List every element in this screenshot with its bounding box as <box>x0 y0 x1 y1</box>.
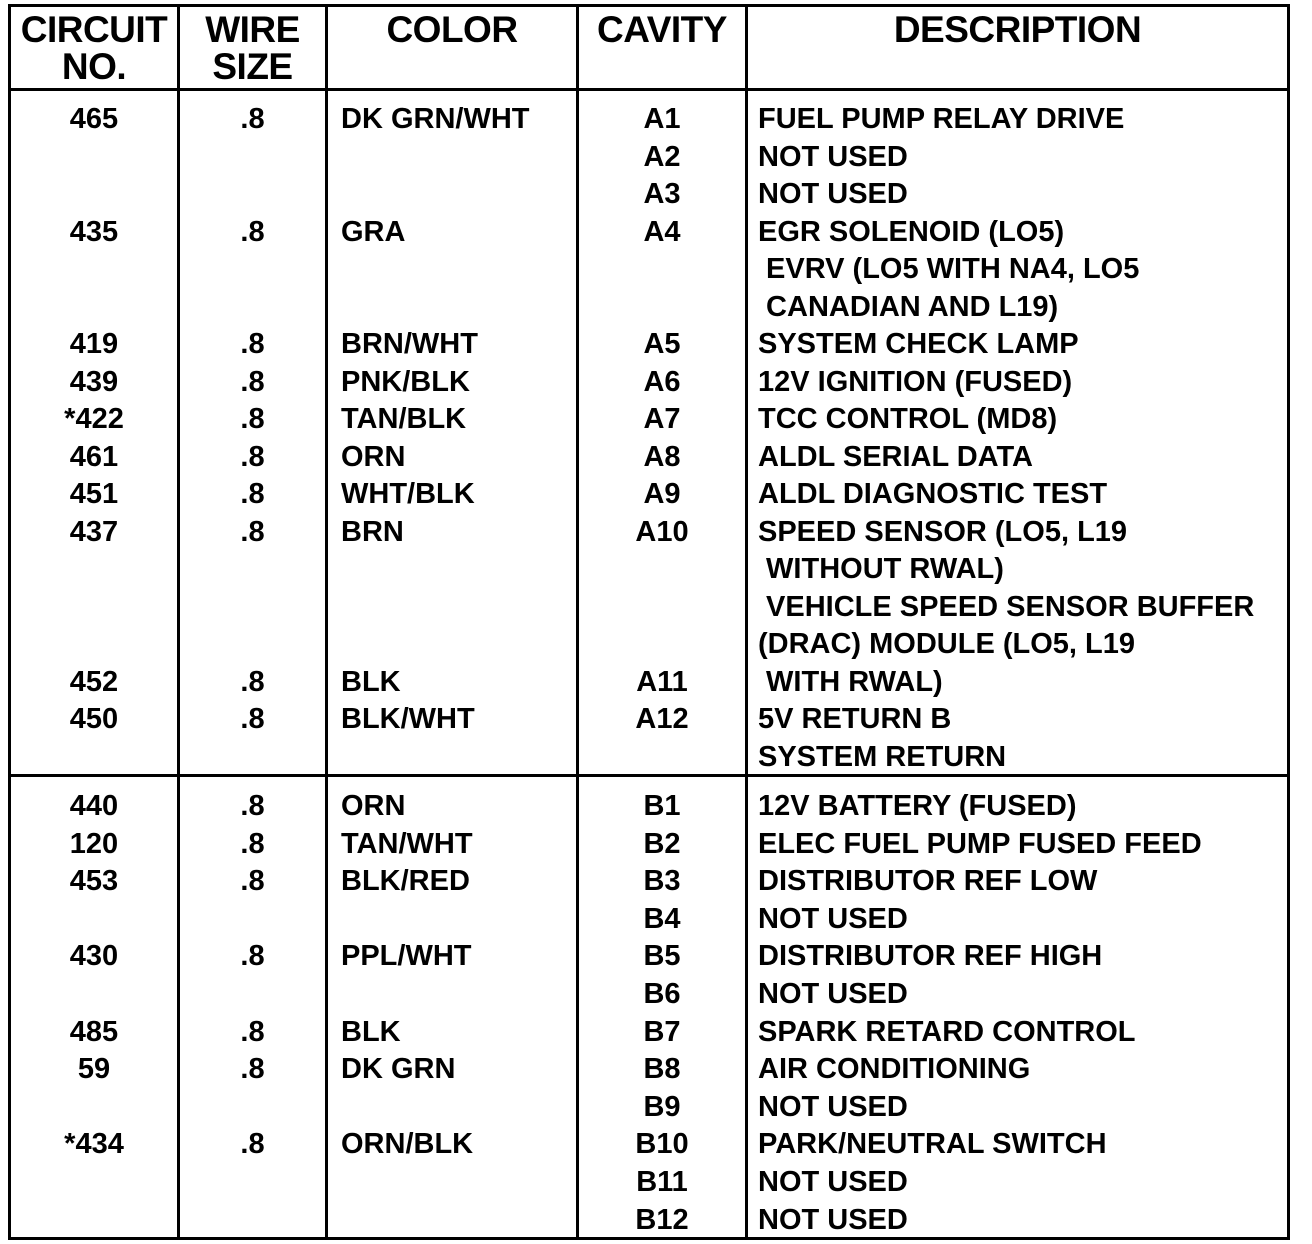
cell-description: NOT USED <box>758 1166 908 1198</box>
header-color <box>328 11 576 48</box>
column-divider <box>325 4 328 1240</box>
column-divider <box>745 4 748 1240</box>
header-cavity <box>579 11 745 48</box>
cell-color: BLK <box>341 1015 401 1048</box>
cell-description: AIR CONDITIONING <box>758 1053 1031 1086</box>
header-wire-size <box>180 11 325 85</box>
cell-cavity: A6 <box>643 365 681 398</box>
table-right-border <box>1287 4 1290 1240</box>
header-wire-line2: SIZE <box>212 46 293 87</box>
cell-color: ORN <box>341 790 406 822</box>
cell-description: SYSTEM CHECK LAMP <box>758 328 1079 360</box>
cell-circuit: 59 <box>77 1053 111 1086</box>
cell-color: DK GRN <box>341 1053 456 1086</box>
header-description <box>748 11 1287 48</box>
header-description-text: DESCRIPTION <box>893 9 1142 50</box>
cell-wire-size: .8 <box>240 790 265 822</box>
cell-cavity: A10 <box>635 515 689 548</box>
cell-description: FUEL PUMP RELAY DRIVE <box>758 103 1125 135</box>
cell-color: DK GRN/WHT <box>341 103 530 135</box>
cell-description: CANADIAN AND L19) <box>758 290 1059 323</box>
cell-circuit: 430 <box>69 940 119 973</box>
cell-description: NOT USED <box>758 978 908 1010</box>
cell-cavity: A1 <box>643 103 681 135</box>
cell-circuit: 485 <box>69 1015 119 1048</box>
cell-description: ELEC FUEL PUMP FUSED FEED <box>758 827 1202 860</box>
cell-color: BRN/WHT <box>341 328 478 360</box>
cell-wire-size: .8 <box>240 215 265 248</box>
section-divider <box>8 774 1290 777</box>
cell-color: GRA <box>341 215 406 248</box>
cell-circuit: *434 <box>64 1128 124 1161</box>
cell-color: BLK/RED <box>341 865 470 898</box>
cell-wire-size: .8 <box>240 403 265 435</box>
header-circuit-line2: NO. <box>61 46 127 87</box>
cell-circuit: 120 <box>69 827 119 860</box>
cell-circuit: 437 <box>69 515 119 548</box>
cell-color: PPL/WHT <box>341 940 472 973</box>
cell-wire-size: .8 <box>240 365 265 398</box>
cell-color: ORN <box>341 440 406 473</box>
header-wire-line1: WIRE <box>205 9 300 50</box>
header-circuit-no <box>11 11 177 85</box>
cell-description: NOT USED <box>758 140 908 173</box>
cell-wire-size: .8 <box>240 865 265 898</box>
cell-cavity: B1 <box>643 790 681 822</box>
cell-description: 5V RETURN B <box>758 703 952 735</box>
cell-description: EVRV (LO5 WITH NA4, LO5 <box>758 253 1140 285</box>
cell-circuit: 450 <box>69 703 119 735</box>
cell-circuit: 435 <box>69 215 119 248</box>
cell-cavity: B10 <box>635 1128 689 1161</box>
cell-color: BLK <box>341 665 401 698</box>
cell-cavity: B6 <box>643 978 681 1010</box>
cell-description: SPEED SENSOR (LO5, L19 <box>758 515 1128 548</box>
cell-color: BLK/WHT <box>341 703 475 735</box>
cell-description: ALDL DIAGNOSTIC TEST <box>758 478 1108 510</box>
cell-description: TCC CONTROL (MD8) <box>758 403 1058 435</box>
cell-cavity: A3 <box>643 178 681 210</box>
cell-wire-size: .8 <box>240 440 265 473</box>
cell-cavity: A11 <box>636 665 688 698</box>
cell-wire-size: .8 <box>240 1015 265 1048</box>
cell-color: ORN/BLK <box>341 1128 474 1161</box>
header-cavity-text: CAVITY <box>597 9 727 50</box>
cell-wire-size: .8 <box>240 515 265 548</box>
cell-description: WITHOUT RWAL) <box>758 553 1004 585</box>
header-color-text: COLOR <box>386 9 518 50</box>
cell-circuit: *422 <box>64 403 124 435</box>
cell-description: VEHICLE SPEED SENSOR BUFFER <box>758 590 1255 623</box>
cell-wire-size: .8 <box>240 940 265 973</box>
cell-cavity: B12 <box>635 1203 689 1236</box>
cell-description: PARK/NEUTRAL SWITCH <box>758 1128 1107 1161</box>
cell-cavity: A7 <box>643 403 681 435</box>
cell-wire-size: .8 <box>240 478 265 510</box>
table-top-border <box>8 4 1290 7</box>
cell-wire-size: .8 <box>240 1128 265 1161</box>
cell-circuit: 439 <box>69 365 119 398</box>
cell-cavity: B4 <box>643 902 681 935</box>
cell-description: 12V IGNITION (FUSED) <box>758 365 1073 398</box>
cell-cavity: A12 <box>635 703 689 735</box>
cell-circuit: 440 <box>69 790 119 822</box>
cell-color: WHT/BLK <box>341 478 475 510</box>
cell-description: NOT USED <box>758 178 908 210</box>
cell-cavity: B9 <box>643 1090 681 1123</box>
cell-description: SYSTEM RETURN <box>758 740 1007 773</box>
cell-circuit: 451 <box>69 478 119 510</box>
cell-cavity: A8 <box>643 440 681 473</box>
cell-circuit: 452 <box>69 665 119 698</box>
cell-circuit: 465 <box>69 103 119 135</box>
cell-wire-size: .8 <box>240 665 265 698</box>
cell-color: TAN/BLK <box>341 403 467 435</box>
cell-cavity: B11 <box>636 1166 688 1198</box>
cell-wire-size: .8 <box>240 703 265 735</box>
cell-description: WITH RWAL) <box>758 665 943 698</box>
cell-cavity: A9 <box>643 478 681 510</box>
cell-description: NOT USED <box>758 1090 908 1123</box>
cell-cavity: B5 <box>643 940 681 973</box>
cell-circuit: 419 <box>69 328 119 360</box>
cell-cavity: B2 <box>643 827 681 860</box>
cell-color: PNK/BLK <box>341 365 470 398</box>
cell-description: EGR SOLENOID (LO5) <box>758 215 1065 248</box>
cell-description: NOT USED <box>758 902 908 935</box>
cell-description: SPARK RETARD CONTROL <box>758 1015 1136 1048</box>
cell-color: TAN/WHT <box>341 827 473 860</box>
cell-cavity: B3 <box>643 865 681 898</box>
header-circuit-line1: CIRCUIT <box>20 9 168 50</box>
cell-wire-size: .8 <box>240 328 265 360</box>
header-divider <box>8 88 1290 91</box>
cell-cavity: A2 <box>643 140 681 173</box>
cell-wire-size: .8 <box>240 1053 265 1086</box>
cell-color: BRN <box>341 515 404 548</box>
cell-description: DISTRIBUTOR REF LOW <box>758 865 1098 898</box>
cell-wire-size: .8 <box>240 827 265 860</box>
cell-description: DISTRIBUTOR REF HIGH <box>758 940 1103 973</box>
cell-description: ALDL SERIAL DATA <box>758 440 1033 473</box>
cell-circuit: 453 <box>69 865 119 898</box>
table-bottom-border <box>8 1237 1290 1240</box>
cell-cavity: A5 <box>643 328 681 360</box>
cell-cavity: A4 <box>643 215 681 248</box>
cell-wire-size: .8 <box>240 103 265 135</box>
cell-description: NOT USED <box>758 1203 908 1236</box>
cell-cavity: B7 <box>643 1015 681 1048</box>
cell-description: 12V BATTERY (FUSED) <box>758 790 1077 822</box>
cell-circuit: 461 <box>69 440 119 473</box>
cell-cavity: B8 <box>643 1053 681 1086</box>
cell-description: (DRAC) MODULE (LO5, L19 <box>758 628 1135 660</box>
